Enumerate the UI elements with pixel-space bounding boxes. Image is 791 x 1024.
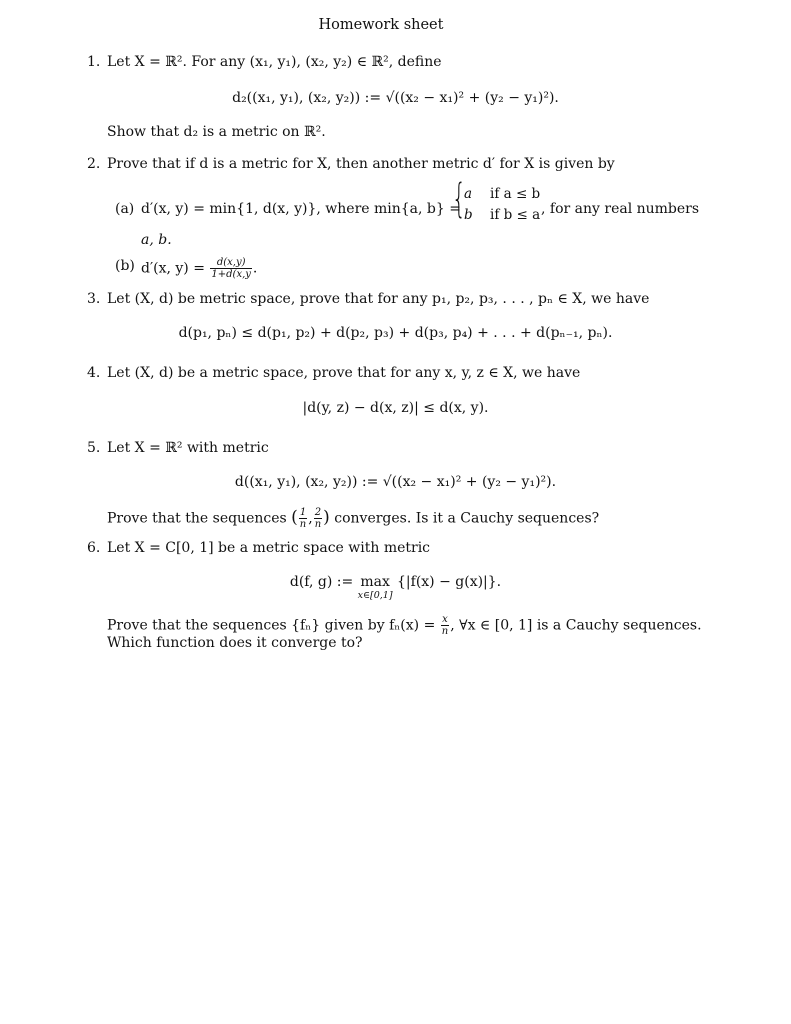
problem-1-display: d₂((x₁, y₁), (x₂, y₂)) := √((x₂ − x₁)² + (y₂ − y₁)²). <box>232 90 559 106</box>
problem-5-after-before: Prove that the sequences <box>107 510 287 527</box>
problem-6-display <box>0 573 791 601</box>
left-brace-icon: { <box>452 176 466 222</box>
problem-5-after: Prove that the sequences ( $\frac{1}{n}$ , $\frac{2}{n}$ ) converges. Is it a Cauchy sequences? <box>107 507 600 530</box>
problem-2a-text-after: , for any real numbers <box>541 201 700 217</box>
problem-2b-label: (b) <box>115 258 135 274</box>
problem-5-number: 5. <box>87 440 101 456</box>
problem-2b-denominator: 1+d(x,y <box>211 269 251 280</box>
problem-2b-fraction <box>210 257 252 280</box>
seq-num-2: 2 <box>314 507 322 518</box>
problem-2a-continuation: a, b. <box>141 232 172 248</box>
case-1-value: a <box>464 186 473 202</box>
left-paren: ( <box>291 507 298 528</box>
problem-1-after: Show that d₂ is a metric on ℝ². <box>107 124 326 140</box>
problem-4-number: 4. <box>87 365 101 381</box>
problem-6-frac-den: n <box>441 626 449 637</box>
seq-fraction-1 <box>299 507 307 530</box>
seq-fraction-2 <box>314 507 322 530</box>
problem-6-after-a: Prove that the sequences {fₙ} given by fₙ(x) = <box>107 617 436 634</box>
problem-6-max-sub: x∈[0,1] <box>357 590 393 601</box>
problem-3-number: 3. <box>87 291 101 307</box>
problem-6-max: max <box>360 574 390 590</box>
problem-2-number: 2. <box>87 156 101 172</box>
problem-2b-numerator: d(x,y) <box>210 257 252 269</box>
problem-1-intro: Let X = ℝ². For any (x₁, y₁), (x₂, y₂) ∈ ℝ², define <box>107 54 442 70</box>
problem-5-intro: Let X = ℝ² with metric <box>107 440 269 456</box>
problem-4-display: |d(y, z) − d(x, z)| ≤ d(x, y). <box>302 400 489 416</box>
seq-num-1: 1 <box>299 507 307 518</box>
problem-6-after-line-2: Which function does it converge to? <box>107 635 363 651</box>
case-2-condition: if b ≤ a <box>490 207 541 223</box>
page-title: Homework sheet <box>318 17 444 33</box>
problem-2b-formula <box>141 257 257 280</box>
right-paren: ) <box>323 507 330 528</box>
seq-den-1: n <box>299 519 307 530</box>
case-1-condition: if a ≤ b <box>490 186 541 202</box>
case-2-value: b <box>464 207 473 223</box>
problem-2-intro: Prove that if d is a metric for X, then another metric d′ for X is given by <box>107 156 615 172</box>
problem-5-after-after: converges. Is it a Cauchy sequences? <box>334 510 600 527</box>
problem-6-max-operator <box>358 573 393 601</box>
problem-6-display-rhs: {|f(x) − g(x)|}. <box>397 574 502 590</box>
problem-6-after-b: , ∀x ∈ [0, 1] is a Cauchy sequences. <box>450 617 702 634</box>
problem-4-intro: Let (X, d) be a metric space, prove that for any x, y, z ∈ X, we have <box>107 365 581 381</box>
problem-3-intro: Let (X, d) be metric space, prove that for any p₁, p₂, p₃, . . . , pₙ ∈ X, we have <box>107 291 650 307</box>
problem-2a-text: d′(x, y) = min{1, d(x, y)}, where min{a, b} = <box>141 201 461 217</box>
problem-2a-label: (a) <box>115 201 135 217</box>
problem-3-display: d(p₁, pₙ) ≤ d(p₁, p₂) + d(p₂, p₃) + d(p₃, p₄) + . . . + d(pₙ₋₁, pₙ). <box>178 325 613 341</box>
problem-6-display-lhs: d(f, g) := <box>289 574 354 590</box>
problem-5-display: d((x₁, y₁), (x₂, y₂)) := √((x₂ − x₁)² + (y₂ − y₁)²). <box>234 474 557 490</box>
problem-1-number: 1. <box>87 54 101 70</box>
problem-6-frac-num: x <box>442 614 448 625</box>
problem-2b-lhs: d′(x, y) = <box>141 260 205 277</box>
seq-den-2: n <box>314 519 322 530</box>
problem-6-number: 6. <box>87 540 101 556</box>
problem-2b-end: . <box>252 260 258 277</box>
cases-brace <box>452 176 542 228</box>
problem-6-fraction <box>441 614 449 637</box>
problem-6-intro: Let X = C[0, 1] be a metric space with metric <box>107 540 431 556</box>
